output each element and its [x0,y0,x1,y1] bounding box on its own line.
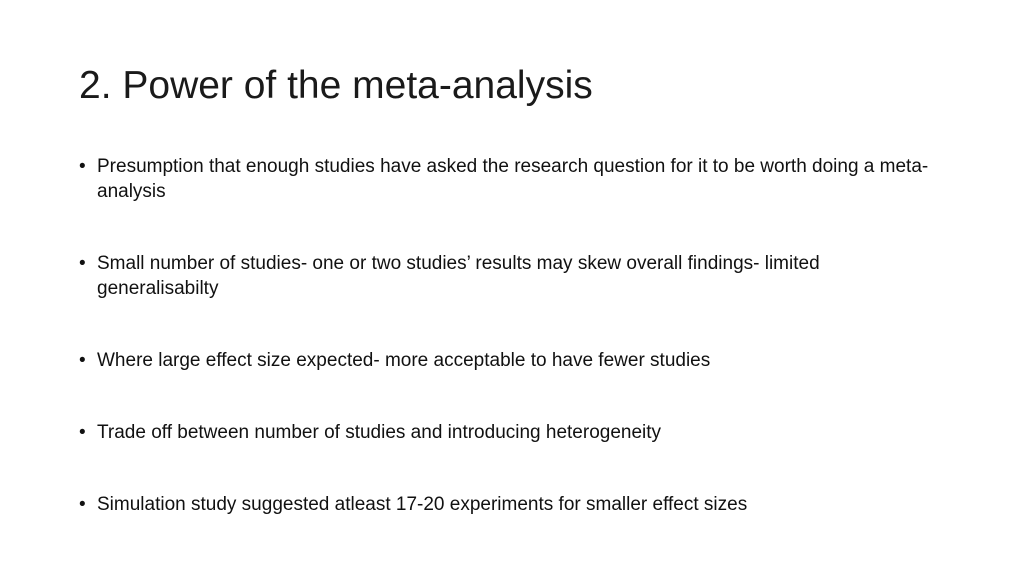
bullet-dot-icon: • [79,253,86,274]
bullet-text: Presumption that enough studies have asked the research question for it to be worth doing a meta-analysis [97,156,929,202]
bullet-text: Trade off between number of studies and introducing heterogeneity [97,422,662,443]
bullet-item [79,420,939,445]
bullet-dot-icon: • [79,422,86,443]
slide-title: 2. Power of the meta-analysis [79,64,593,107]
bullet-list [79,154,939,564]
bullet-item [79,492,939,517]
bullet-dot-icon: • [79,494,86,515]
bullet-text: Small number of studies- one or two studies’ results may skew overall findings- limited generalisabilty [97,253,820,299]
bullet-dot-icon: • [79,350,86,371]
bullet-item [79,348,939,373]
bullet-item [79,154,939,204]
bullet-dot-icon: • [79,156,86,177]
bullet-text: Simulation study suggested atleast 17-20 experiments for smaller effect sizes [97,494,748,515]
bullet-text: Where large effect size expected- more acceptable to have fewer studies [97,350,711,371]
bullet-item [79,251,939,301]
